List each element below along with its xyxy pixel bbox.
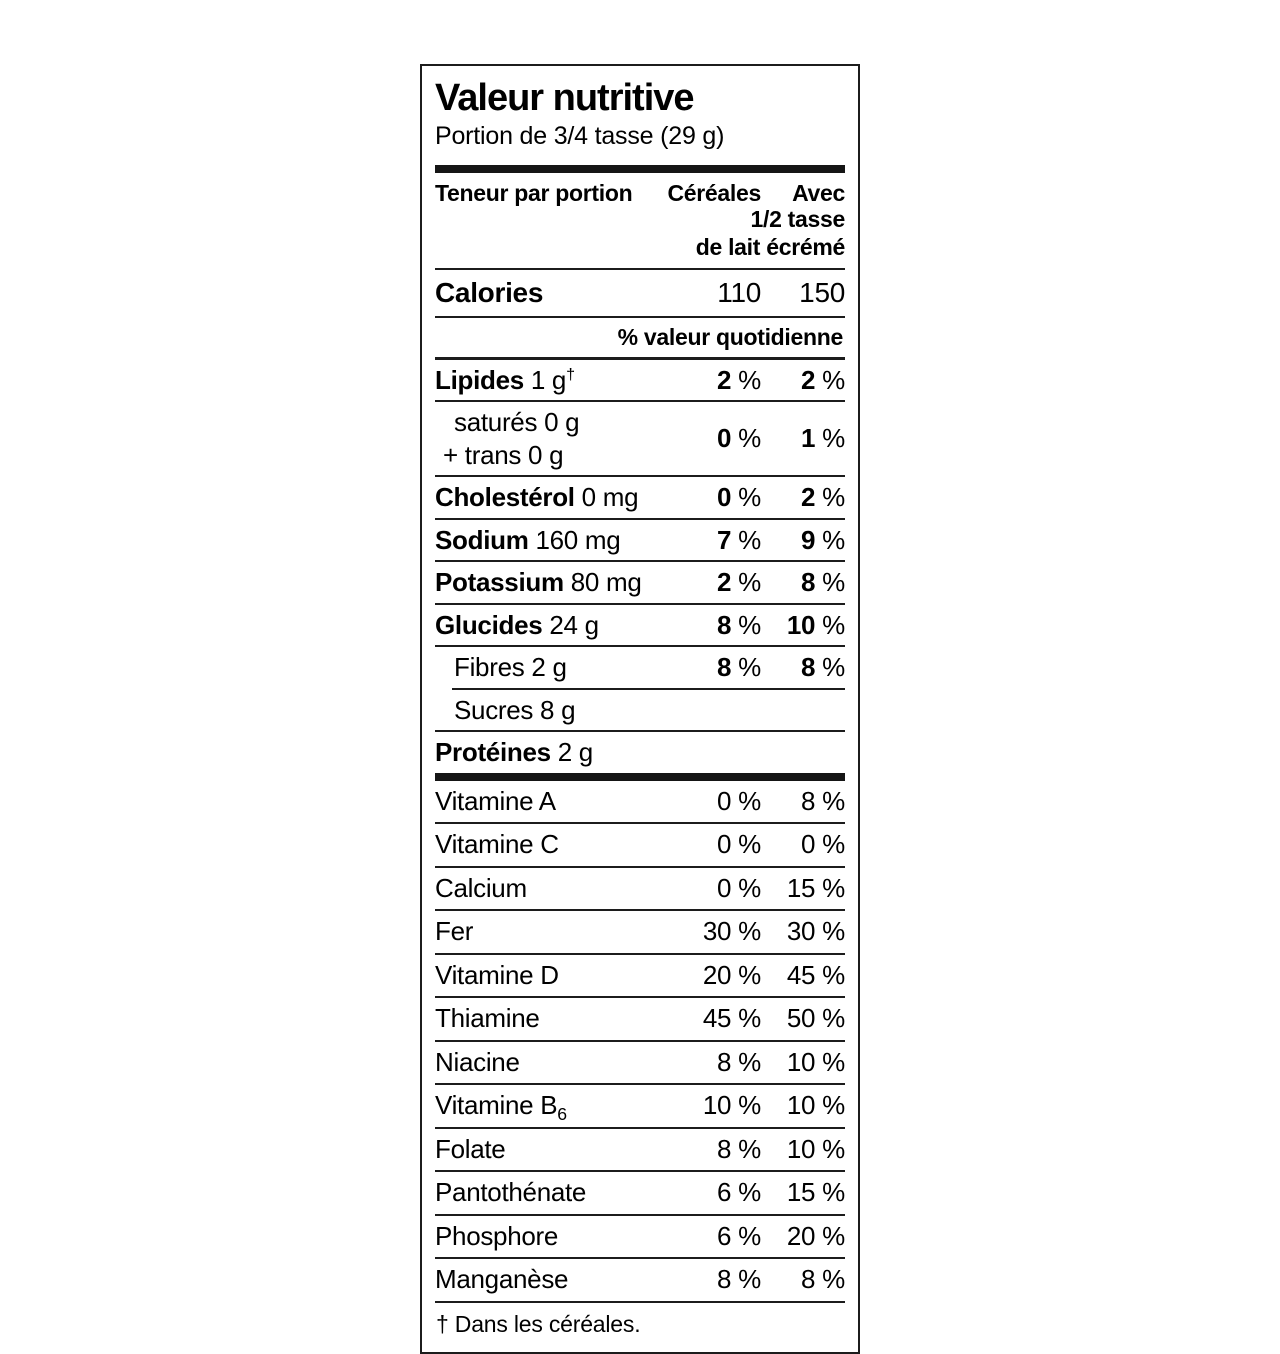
vitamin-name: Manganèse [435,1264,569,1295]
vitamin-row-vitamine-c [435,824,845,866]
nutrient-row-lipides [435,360,845,401]
vitamin-name: Pantothénate [435,1177,587,1208]
nutrient-row-cholesterol [435,477,845,518]
column-header [435,173,845,268]
with-milk-column-header-line1: Avec [792,180,845,207]
dv-milk: 0 % [801,829,845,860]
dv-milk: 20 % [786,1220,845,1251]
dv-cereal: 0 % [717,785,761,816]
thick-rule-top [435,165,845,173]
nutrient-row-sodium [435,520,845,561]
vitamin-row-vitamine-b6 [435,1085,845,1127]
vitamin-name: Thiamine [435,1003,540,1034]
thick-rule-middle [435,773,845,781]
nutrient-row-fibres [435,647,845,688]
dv-milk: 8 % [801,652,845,683]
dv-cereal: 0 % [717,829,761,860]
nutrient-name: Sucres 8 g [454,694,576,725]
dv-milk: 10 % [786,1133,845,1164]
vitamin-row-pantothenate [435,1172,845,1214]
vitamin-name: Vitamine D [435,959,559,990]
vitamin-row-vitamine-d [435,955,845,997]
dv-milk: 10 % [786,609,845,640]
dv-milk: 15 % [786,872,845,903]
vitamin-name: Niacine [435,1046,520,1077]
dv-cereal: 20 % [702,959,761,990]
dv-cereal: 8 % [717,1264,761,1295]
vitamin-row-thiamine [435,998,845,1040]
vitamin-name: Vitamine A [435,785,556,816]
dv-milk: 8 % [801,1264,845,1295]
dv-cereal: 2 % [717,364,761,395]
nutrient-name: Protéines 2 g [435,737,593,768]
dv-milk: 30 % [786,916,845,947]
vitamin-name: Calcium [435,872,527,903]
dagger-icon: † [566,365,575,384]
dv-cereal: 7 % [717,524,761,555]
dv-cereal: 0 % [717,872,761,903]
dv-cereal: 6 % [717,1177,761,1208]
nutrient-name: Fibres 2 g [454,652,567,683]
dv-cereal: 30 % [702,916,761,947]
cereal-column-header: Céréales [667,180,761,207]
vitamin-name: Vitamine $B_6$ [435,1090,567,1125]
serving-size: Portion de 3/4 tasse (29 g) [435,122,725,151]
nutrient-row-sucres [435,690,845,731]
dv-cereal: 2 % [717,567,761,598]
dv-milk: 1 % [801,423,845,454]
dv-milk: 8 % [801,785,845,816]
dv-milk: 50 % [786,1003,845,1034]
dv-cereal: 8 % [717,1046,761,1077]
calories-cereal-value: 110 [717,276,761,308]
calories-row [435,270,845,316]
dv-cereal: 0 % [717,423,761,454]
dv-milk: 15 % [786,1177,845,1208]
vitamin-row-fer [435,911,845,953]
dv-milk: 10 % [786,1090,845,1121]
dv-milk: 45 % [786,959,845,990]
vitamin-name: Folate [435,1133,506,1164]
b6-subscript: 6 [557,1104,567,1125]
nutrient-name: Sodium 160 mg [435,524,621,555]
dv-cereal: 8 % [717,652,761,683]
dv-cereal: 0 % [717,482,761,513]
amount-per-serving-header: Teneur par portion [435,180,633,207]
daily-value-header: % valeur quotidienne [617,323,843,350]
footnote: † Dans les céréales. [436,1310,641,1337]
vitamin-name: Phosphore [435,1220,559,1251]
dv-milk: 2 % [801,482,845,513]
vitamin-row-folate [435,1129,845,1171]
vitamin-row-manganese [435,1259,845,1301]
vitamin-row-calcium [435,868,845,910]
nutrition-facts-label [420,64,860,1354]
nutrient-name: saturés 0 g + trans 0 g [443,407,580,470]
nutrient-name: Glucides 24 g [435,609,599,640]
vitamin-name: Vitamine C [435,829,559,860]
nutrient-name: Lipides 1 g† [435,364,575,395]
nutrient-row-satures-trans [435,402,845,475]
dv-cereal: 8 % [717,1133,761,1164]
calories-milk-value: 150 [799,276,845,308]
with-milk-column-header-line3: de lait écrémé [695,233,845,260]
nutrient-row-glucides [435,605,845,646]
vitamin-row-phosphore [435,1216,845,1258]
vitamin-row-vitamine-a [435,781,845,823]
nutrient-name: Potassium 80 mg [435,567,642,598]
dv-cereal: 45 % [702,1003,761,1034]
dv-milk: 9 % [801,524,845,555]
dv-milk: 10 % [786,1046,845,1077]
dv-cereal: 8 % [717,609,761,640]
dv-milk: 2 % [801,364,845,395]
nutrient-row-potassium [435,562,845,603]
nutrient-name: Cholestérol 0 mg [435,482,639,513]
dv-milk: 8 % [801,567,845,598]
page-background [0,64,1280,1344]
calories-label: Calories [435,276,544,308]
label-title: Valeur nutritive [435,77,694,119]
vitamin-row-niacine [435,1042,845,1084]
nutrient-row-proteines [435,732,845,773]
dv-cereal: 6 % [717,1220,761,1251]
vitamin-name: Fer [435,916,474,947]
dv-cereal: 10 % [702,1090,761,1121]
with-milk-column-header-line2: 1/2 tasse [750,206,845,233]
